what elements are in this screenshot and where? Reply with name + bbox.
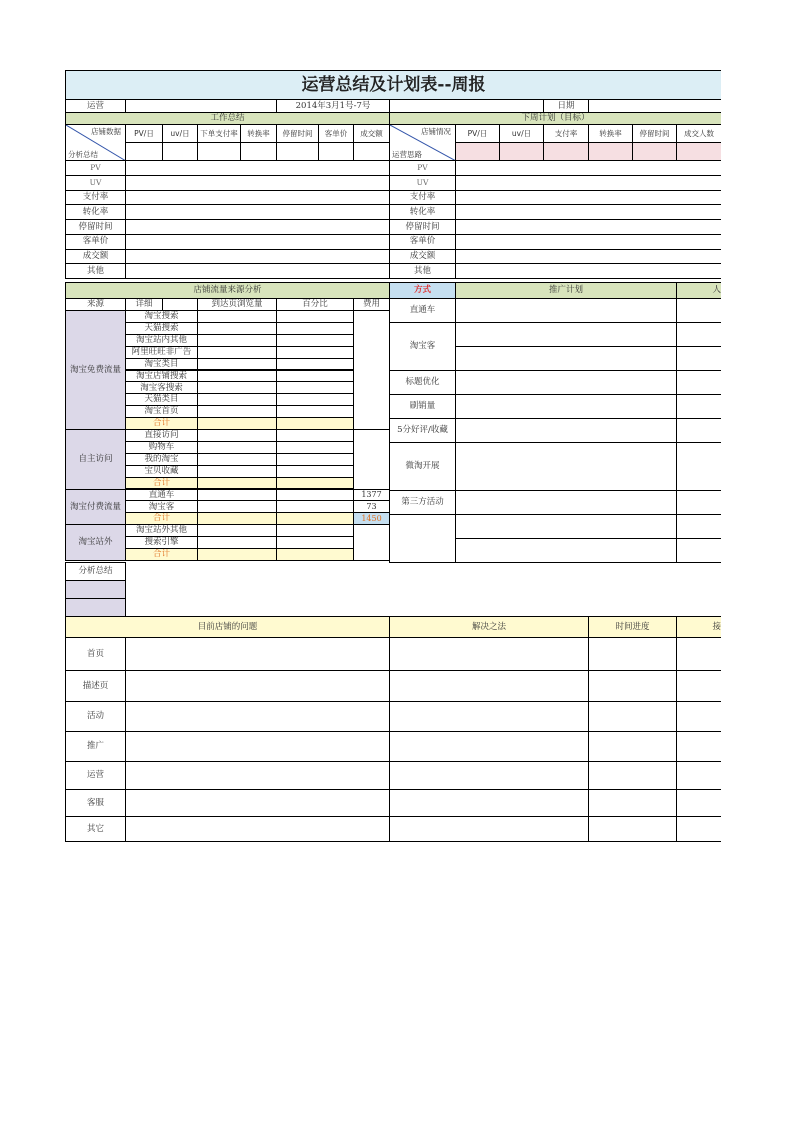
diagonal-header-bottom: 运营思路 [392, 149, 422, 159]
issue-progress-cell [588, 670, 677, 702]
metric-value [125, 234, 390, 250]
issue-row-label: 描述页 [65, 670, 126, 702]
summary-column-header: 停留时间 [276, 124, 319, 143]
issue-solution-cell [389, 816, 589, 842]
plan-metric-label: 成交额 [389, 249, 456, 265]
plan-metric-value [455, 263, 721, 279]
promo-person-cell [676, 346, 721, 371]
traffic-col-pageviews: 到达页浏览量 [197, 298, 277, 311]
promo-method-label: 直通车 [389, 298, 456, 323]
date-label: 日期 [543, 99, 589, 113]
traffic-fee-merged [353, 429, 390, 490]
metric-value [125, 175, 390, 191]
plan-column-header: 停留时间 [632, 124, 677, 143]
blank-cell [389, 99, 544, 113]
issue-owner-cell [676, 701, 721, 732]
analysis-summary-row [65, 580, 126, 599]
issue-solution-cell [389, 761, 589, 790]
traffic-detail-label: 淘宝站外其他 [125, 524, 198, 537]
issue-owner-cell [676, 761, 721, 790]
issues-solution-header: 解决之法 [389, 616, 589, 638]
summary-value-cell [162, 142, 198, 161]
promo-plan-cell [455, 322, 677, 347]
metric-value [125, 204, 390, 220]
plan-value-cell [499, 142, 544, 161]
diagonal-header-top: 店铺情况 [421, 127, 451, 136]
traffic-detail-label: 直接访问 [125, 429, 198, 442]
promo-plan-cell [455, 442, 677, 491]
summary-column-header: 客单价 [318, 124, 354, 143]
issues-owner-header: 接 [676, 616, 721, 638]
traffic-col-percent: 百分比 [276, 298, 354, 311]
plan-metric-label: 其他 [389, 263, 456, 279]
issue-problem-cell [125, 761, 390, 790]
traffic-detail-label: 宝贝收藏 [125, 465, 198, 478]
summary-column-header: PV/日 [125, 124, 163, 143]
plan-metric-value [455, 234, 721, 250]
traffic-detail-label: 淘宝客搜索 [125, 381, 198, 394]
promo-person-cell [676, 538, 721, 563]
traffic-col-source: 来源 [65, 298, 126, 311]
summary-column-header: 下单支付率 [197, 124, 241, 143]
summary-column-header: uv/日 [162, 124, 198, 143]
plan-metric-label: PV [389, 160, 456, 176]
issue-progress-cell [588, 761, 677, 790]
traffic-detail-label: 天猫搜索 [125, 322, 198, 335]
issue-row-label: 运营 [65, 761, 126, 790]
promo-person-header: 人 [676, 282, 721, 299]
traffic-detail-label: 淘宝店铺搜索 [125, 370, 198, 383]
traffic-col-detail: 详细 [125, 298, 163, 311]
promo-person-cell [676, 322, 721, 347]
report-title: 运营总结及计划表--周报 [65, 70, 721, 100]
issue-problem-cell [125, 789, 390, 817]
issue-owner-cell [676, 816, 721, 842]
issue-problem-cell [125, 637, 390, 671]
traffic-detail-label: 直通车 [125, 489, 198, 502]
traffic-group-label: 淘宝免费流量 [65, 310, 126, 430]
promo-plan-header: 推广计划 [455, 282, 677, 299]
promo-person-cell [676, 370, 721, 395]
issue-row-label: 客服 [65, 789, 126, 817]
traffic-detail-label: 阿里旺旺非广告 [125, 346, 198, 359]
plan-column-header: 转换率 [588, 124, 633, 143]
traffic-detail-label: 淘宝站内其他 [125, 334, 198, 347]
issue-progress-cell [588, 789, 677, 817]
issue-progress-cell [588, 701, 677, 732]
issue-progress-cell [588, 637, 677, 671]
traffic-total-fee: 1450 [353, 512, 390, 525]
summary-column-header: 成交额 [353, 124, 390, 143]
promo-person-cell [676, 298, 721, 323]
promo-plan-cell [455, 394, 677, 419]
traffic-detail-label: 淘宝客 [125, 500, 198, 513]
date-range: 2014年3月1号-7号 [276, 99, 390, 113]
issue-progress-cell [588, 731, 677, 762]
issues-progress-header: 时间进度 [588, 616, 677, 638]
promo-person-cell [676, 442, 721, 491]
traffic-group-label: 淘宝站外 [65, 524, 126, 561]
issue-solution-cell [389, 701, 589, 732]
promo-plan-cell [455, 298, 677, 323]
summary-value-cell [353, 142, 390, 161]
promo-plan-cell [455, 538, 677, 563]
traffic-fee-merged [353, 310, 390, 430]
plan-metric-label: UV [389, 175, 456, 191]
traffic-analysis-header: 店铺流量来源分析 [65, 282, 390, 299]
plan-value-cell [543, 142, 589, 161]
plan-column-header: PV/日 [455, 124, 500, 143]
metric-value [125, 249, 390, 265]
traffic-subtotal-label: 合计 [125, 548, 198, 561]
traffic-detail-label: 购物车 [125, 441, 198, 454]
traffic-subtotal-percent [276, 548, 354, 561]
issue-solution-cell [389, 670, 589, 702]
issues-problem-header: 目前店铺的问题 [65, 616, 390, 638]
traffic-fee-value: 1377 [353, 489, 390, 502]
traffic-detail-label: 搜索引擎 [125, 536, 198, 549]
plan-metric-value [455, 175, 721, 191]
plan-metric-value [455, 190, 721, 206]
plan-value-cell [455, 142, 500, 161]
metric-label: UV [65, 175, 126, 191]
date-value [588, 99, 721, 113]
traffic-group-label: 自主访问 [65, 429, 126, 490]
metric-label: 支付率 [65, 190, 126, 206]
promo-plan-cell [455, 490, 677, 515]
traffic-detail-label: 淘宝类目 [125, 358, 198, 371]
metric-label: 转化率 [65, 204, 126, 220]
metric-label: 其他 [65, 263, 126, 279]
traffic-subtotal-label: 合计 [125, 417, 198, 430]
promo-method-label: 第三方活动 [389, 490, 456, 515]
plan-metric-value [455, 219, 721, 235]
promo-method-label: 标题优化 [389, 370, 456, 395]
promo-plan-cell [455, 514, 677, 539]
analysis-summary-row [65, 598, 126, 617]
promo-method-label: 微淘开展 [389, 442, 456, 491]
promo-method-label: 刷销量 [389, 394, 456, 419]
promo-plan-cell [455, 346, 677, 371]
metric-label: 停留时间 [65, 219, 126, 235]
traffic-group-label: 淘宝付费流量 [65, 489, 126, 526]
traffic-fee-merged [353, 524, 390, 561]
plan-metric-label: 客单价 [389, 234, 456, 250]
promo-person-cell [676, 418, 721, 443]
issue-row-label: 推广 [65, 731, 126, 762]
traffic-subtotal-pageviews [197, 548, 277, 561]
metric-label: 客单价 [65, 234, 126, 250]
analysis-summary-label: 分析总结 [65, 562, 126, 581]
issue-owner-cell [676, 731, 721, 762]
summary-value-cell [240, 142, 277, 161]
plan-metric-value [455, 204, 721, 220]
plan-diagonal-header [389, 124, 456, 161]
diagonal-header-top: 店铺数据 [91, 127, 121, 136]
issue-owner-cell [676, 637, 721, 671]
traffic-detail-label: 淘宝首页 [125, 405, 198, 418]
metric-value [125, 263, 390, 279]
promo-person-cell [676, 490, 721, 515]
plan-metric-value [455, 160, 721, 176]
traffic-subtotal-label: 合计 [125, 512, 198, 525]
summary-value-cell [197, 142, 241, 161]
issue-owner-cell [676, 670, 721, 702]
issue-problem-cell [125, 731, 390, 762]
issue-problem-cell [125, 670, 390, 702]
plan-value-cell [588, 142, 633, 161]
metric-value [125, 160, 390, 176]
plan-metric-label: 转化率 [389, 204, 456, 220]
promo-method-header: 方式 [389, 282, 456, 299]
plan-column-header: 支付率 [543, 124, 589, 143]
summary-value-cell [318, 142, 354, 161]
diagonal-header-bottom: 分析总结 [68, 149, 98, 159]
promo-method-label: 5分好评/收藏 [389, 418, 456, 443]
work-summary-header: 工作总结 [65, 112, 390, 125]
plan-value-cell [676, 142, 721, 161]
issue-row-label: 活动 [65, 701, 126, 732]
metric-value [125, 190, 390, 206]
issue-solution-cell [389, 789, 589, 817]
promo-plan-cell [455, 370, 677, 395]
operator-label: 运营 [65, 99, 126, 113]
plan-value-cell [632, 142, 677, 161]
metric-label: PV [65, 160, 126, 176]
issue-solution-cell [389, 731, 589, 762]
promo-plan-cell [455, 418, 677, 443]
traffic-col-fee: 费用 [353, 298, 390, 311]
metric-value [125, 219, 390, 235]
summary-value-cell [276, 142, 319, 161]
traffic-detail-label: 天猫类目 [125, 393, 198, 406]
plan-metric-label: 停留时间 [389, 219, 456, 235]
issue-owner-cell [676, 789, 721, 817]
analysis-area [125, 562, 126, 616]
plan-metric-label: 支付率 [389, 190, 456, 206]
issue-row-label: 其它 [65, 816, 126, 842]
traffic-fee-value: 73 [353, 500, 390, 513]
promo-method-label: 淘宝客 [389, 322, 456, 371]
plan-column-header: 成交人数 [676, 124, 721, 143]
summary-diagonal-header [65, 124, 126, 161]
issue-problem-cell [125, 701, 390, 732]
metric-label: 成交额 [65, 249, 126, 265]
traffic-subtotal-label: 合计 [125, 477, 198, 490]
issue-progress-cell [588, 816, 677, 842]
plan-column-header: uv/日 [499, 124, 544, 143]
issue-problem-cell [125, 816, 390, 842]
next-week-plan-header: 下周计划（目标） [389, 112, 721, 125]
promo-method-label [389, 514, 456, 563]
promo-person-cell [676, 394, 721, 419]
promo-person-cell [676, 514, 721, 539]
operator-value [125, 99, 277, 113]
issue-row-label: 首页 [65, 637, 126, 671]
issue-solution-cell [389, 637, 589, 671]
traffic-detail-label: 我的淘宝 [125, 453, 198, 466]
summary-value-cell [125, 142, 163, 161]
summary-column-header: 转换率 [240, 124, 277, 143]
traffic-detail-label: 淘宝搜索 [125, 310, 198, 323]
plan-metric-value [455, 249, 721, 265]
